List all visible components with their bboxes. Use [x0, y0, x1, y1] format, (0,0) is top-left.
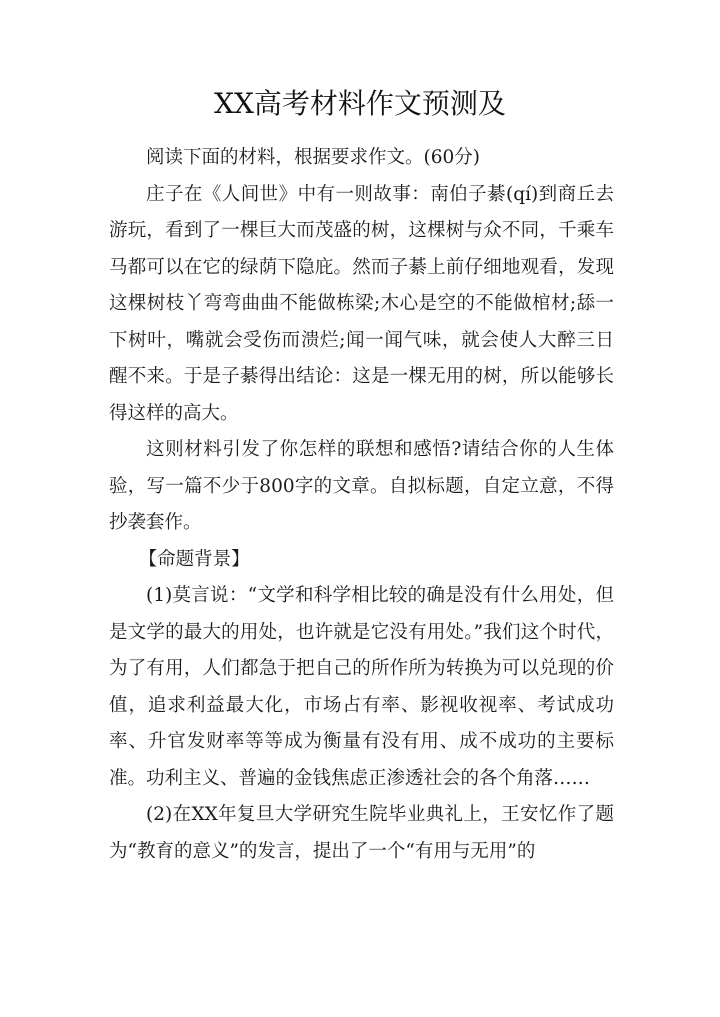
page-title: XX高考材料作文预测及 [214, 87, 506, 120]
document-body [109, 140, 614, 870]
instruction-paragraph: 阅读下面的材料，根据要求作文。(60分) [146, 147, 480, 168]
section-heading: 【命题背景】 [138, 548, 250, 570]
background-paragraph-1: (1)莫言说：“文学和科学相比较的确是没有什么用处，但是文学的最大的用处，也许就是它没有用处。”我们这个时代，为了有用，人们都急于把自己的所作所为转换为可以兑现的价值，追求利益最大化，市场占有率、影视收视率、考试成功率、升官发财率等等成为衡量有没有用、成不成功的主要标准。功利主义、普遍的金钱焦虑正渗透社会的各个角落…… [109, 585, 614, 789]
story-paragraph: 庄子在《人间世》中有一则故事：南伯子綦(qí)到商丘去游玩，看到了一棵巨大而茂盛的树，这棵树与众不同，千乘车马都可以在它的绿荫下隐庇。然而子綦上前仔细地观看，发现这棵树枝丫弯弯曲曲不能做栋梁;木心是空的不能做棺材;舔一下树叶，嘴就会受伤而溃烂;闻一闻气味，就会使人大醉三日醒不来。于是子綦得出结论：这是一棵无用的树，所以能够长得这样的高大。 [109, 183, 614, 424]
requirement-paragraph: 这则材料引发了你怎样的联想和感悟?请结合你的人生体验，写一篇不少于800字的文章。自拟标题，自定立意，不得抄袭套作。 [109, 439, 614, 533]
background-paragraph-2: (2)在XX年复旦大学研究生院毕业典礼上，王安忆作了题为“教育的意义”的发言，提出了一个“有用与无用”的 [109, 804, 614, 862]
